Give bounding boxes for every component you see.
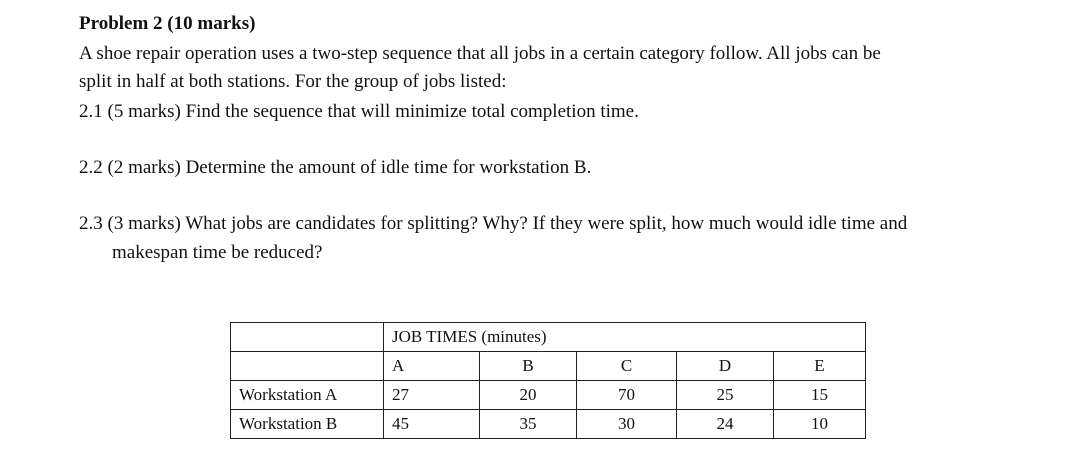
header-spacer-cell	[774, 323, 866, 352]
job-times-table	[230, 322, 866, 439]
table-cell: 30	[577, 410, 677, 439]
question-2-3-line-1: 2.3 (3 marks) What jobs are candidates for splitting? Why? If they were split, how much would idle time and	[79, 213, 908, 234]
job-times-header: JOB TIMES (minutes)	[384, 323, 677, 352]
job-letter-row	[231, 352, 866, 381]
row-label: Workstation A	[231, 381, 384, 410]
job-letter-label-cell	[231, 352, 384, 381]
question-2-1: 2.1 (5 marks) Find the sequence that will minimize total completion time.	[79, 101, 639, 122]
table-row	[231, 410, 866, 439]
job-letter: C	[577, 352, 677, 381]
table-header-row	[231, 323, 866, 352]
table-cell: 27	[384, 381, 480, 410]
job-letter: E	[774, 352, 866, 381]
problem-intro-line-1: A shoe repair operation uses a two-step sequence that all jobs in a certain category follow. All jobs can be	[79, 43, 881, 64]
table-cell: 45	[384, 410, 480, 439]
table-cell: 35	[480, 410, 577, 439]
problem-title: Problem 2 (10 marks)	[79, 13, 256, 34]
job-letter: A	[384, 352, 480, 381]
table-cell: 70	[577, 381, 677, 410]
job-letter: D	[677, 352, 774, 381]
question-2-3-line-2: makespan time be reduced?	[112, 242, 323, 263]
table-cell: 20	[480, 381, 577, 410]
table-cell: 24	[677, 410, 774, 439]
question-2-2: 2.2 (2 marks) Determine the amount of idle time for workstation B.	[79, 157, 592, 178]
table-corner-cell	[231, 323, 384, 352]
table-cell: 15	[774, 381, 866, 410]
job-letter: B	[480, 352, 577, 381]
row-label: Workstation B	[231, 410, 384, 439]
table-cell: 10	[774, 410, 866, 439]
table-cell: 25	[677, 381, 774, 410]
problem-intro-line-2: split in half at both stations. For the group of jobs listed:	[79, 71, 507, 92]
table-row	[231, 381, 866, 410]
header-spacer-cell	[677, 323, 774, 352]
